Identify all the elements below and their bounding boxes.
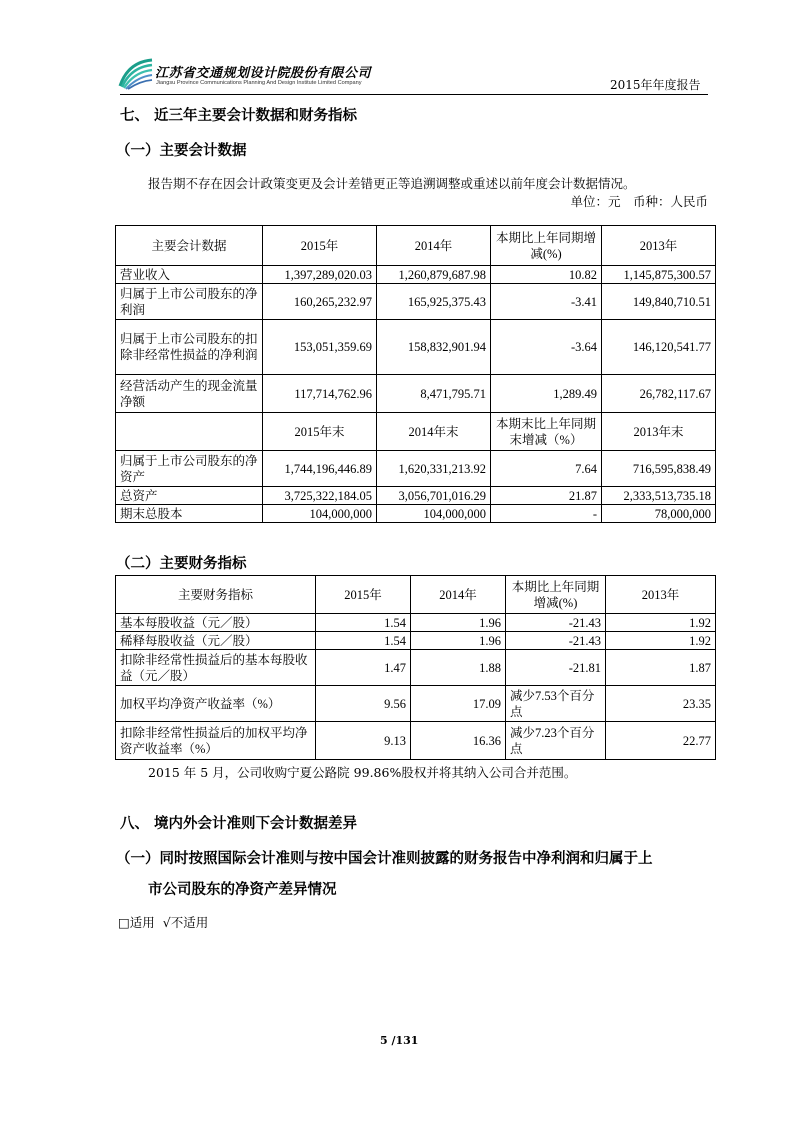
row-label: 基本每股收益（元／股） — [116, 614, 316, 632]
cell-change: 21.87 — [491, 487, 602, 505]
unit-label: 单位：元 币种：人民币 — [570, 194, 708, 209]
table-row — [116, 505, 716, 523]
cell-2013: 23.35 — [606, 686, 716, 722]
cell-2013: 2,333,513,735.18 — [602, 487, 716, 505]
col-header: 2014年 — [411, 576, 506, 614]
cell-2015: 9.13 — [316, 722, 411, 760]
cell-change: 减少7.23个百分点 — [506, 722, 606, 760]
accounting-data-table — [115, 225, 716, 523]
cell-2015: 117,714,762.96 — [263, 375, 377, 413]
section-8-sub1-line1: （一）同时按照国际会计准则与按中国会计准则披露的财务报告中净利润和归属于上 — [116, 850, 653, 867]
cell-2013: 22.77 — [606, 722, 716, 760]
table-header-row — [116, 226, 716, 266]
table-row — [116, 320, 716, 375]
table-row — [116, 487, 716, 505]
table-row — [116, 632, 716, 650]
col-header: 本期末比上年同期末增减（%） — [491, 413, 602, 451]
row-label: 归属于上市公司股东的净资产 — [116, 451, 263, 487]
row-label: 经营活动产生的现金流量净额 — [116, 375, 263, 413]
cell-2014: 8,471,795.71 — [377, 375, 491, 413]
cell-2013: 716,595,838.49 — [602, 451, 716, 487]
row-label: 扣除非经常性损益后的加权平均净资产收益率（%） — [116, 722, 316, 760]
table-row — [116, 686, 716, 722]
header-divider — [120, 94, 708, 95]
cell-change: -21.43 — [506, 614, 606, 632]
cell-2013: 149,840,710.51 — [602, 284, 716, 320]
table-row — [116, 266, 716, 284]
col-header: 本期比上年同期增减(%) — [506, 576, 606, 614]
cell-2015: 1.47 — [316, 650, 411, 686]
cell-2015: 104,000,000 — [263, 505, 377, 523]
row-label: 归属于上市公司股东的净利润 — [116, 284, 263, 320]
cell-2013: 1.87 — [606, 650, 716, 686]
col-header: 2013年 — [602, 226, 716, 266]
col-header: 2014年末 — [377, 413, 491, 451]
section-7-note: 报告期不存在因会计政策变更及会计差错更正等追溯调整或重述以前年度会计数据情况。 — [148, 176, 636, 191]
cell-change: 7.64 — [491, 451, 602, 487]
cell-2014: 17.09 — [411, 686, 506, 722]
cell-2014: 1,260,879,687.98 — [377, 266, 491, 284]
section-8-title: 八、 境内外会计准则下会计数据差异 — [120, 815, 358, 832]
option-not-applicable: √不适用 — [162, 915, 209, 930]
table-row — [116, 614, 716, 632]
row-label: 营业收入 — [116, 266, 263, 284]
section-7-sub2-title: （二）主要财务指标 — [116, 555, 247, 572]
cell-2015: 160,265,232.97 — [263, 284, 377, 320]
cell-2015: 1,744,196,446.89 — [263, 451, 377, 487]
cell-2014: 104,000,000 — [377, 505, 491, 523]
cell-2014: 1.88 — [411, 650, 506, 686]
cell-change: 1,289.49 — [491, 375, 602, 413]
company-name-cn: 江苏省交通规划设计院股份有限公司 — [155, 66, 372, 81]
cell-2013: 1,145,875,300.57 — [602, 266, 716, 284]
table-row — [116, 284, 716, 320]
company-name-en: Jiangsu Province Communications Planning And Design Institute Limited Company — [156, 80, 362, 86]
row-label: 扣除非经常性损益后的基本每股收益（元／股） — [116, 650, 316, 686]
cell-change: - — [491, 505, 602, 523]
row-label: 总资产 — [116, 487, 263, 505]
cell-2015: 1,397,289,020.03 — [263, 266, 377, 284]
cell-2015: 1.54 — [316, 614, 411, 632]
table-row — [116, 451, 716, 487]
cell-2014: 1.96 — [411, 632, 506, 650]
row-label: 归属于上市公司股东的扣除非经常性损益的净利润 — [116, 320, 263, 375]
col-header: 2015年 — [263, 226, 377, 266]
cell-2015: 3,725,322,184.05 — [263, 487, 377, 505]
col-header: 2015年 — [316, 576, 411, 614]
cell-2014: 3,056,701,016.29 — [377, 487, 491, 505]
col-header — [116, 413, 263, 451]
cell-change: -3.41 — [491, 284, 602, 320]
row-label: 加权平均净资产收益率（%） — [116, 686, 316, 722]
cell-2013: 146,120,541.77 — [602, 320, 716, 375]
footnote: 2015 年 5 月，公司收购宁夏公路院 99.86%股权并将其纳入公司合并范围。 — [148, 765, 577, 780]
cell-2013: 1.92 — [606, 632, 716, 650]
col-header: 2015年末 — [263, 413, 377, 451]
page-number: 5 /131 — [380, 1034, 419, 1047]
cell-change: -21.43 — [506, 632, 606, 650]
col-header: 主要会计数据 — [116, 226, 263, 266]
col-header: 2014年 — [377, 226, 491, 266]
col-header: 2013年 — [606, 576, 716, 614]
section-8-sub1-line2: 市公司股东的净资产差异情况 — [148, 881, 337, 898]
cell-change: 10.82 — [491, 266, 602, 284]
col-header: 本期比上年同期增减(%) — [491, 226, 602, 266]
cell-change: -3.64 — [491, 320, 602, 375]
row-label: 稀释每股收益（元／股） — [116, 632, 316, 650]
cell-change: 减少7.53个百分点 — [506, 686, 606, 722]
applicability-options — [118, 913, 208, 931]
report-title: 2015年年度报告 — [610, 78, 701, 92]
col-header: 主要财务指标 — [116, 576, 316, 614]
cell-2014: 158,832,901.94 — [377, 320, 491, 375]
cell-2015: 1.54 — [316, 632, 411, 650]
cell-2014: 1,620,331,213.92 — [377, 451, 491, 487]
section-7-title: 七、 近三年主要会计数据和财务指标 — [120, 107, 358, 124]
table-row — [116, 722, 716, 760]
cell-2013: 1.92 — [606, 614, 716, 632]
cell-2015: 153,051,359.69 — [263, 320, 377, 375]
financial-indicators-table — [115, 575, 716, 760]
table-row — [116, 650, 716, 686]
option-applicable: □适用 — [118, 915, 155, 930]
company-logo-icon — [118, 56, 154, 90]
section-7-sub1-title: （一）主要会计数据 — [116, 142, 247, 159]
cell-change: -21.81 — [506, 650, 606, 686]
cell-2014: 16.36 — [411, 722, 506, 760]
cell-2013: 26,782,117.67 — [602, 375, 716, 413]
table-subheader-row — [116, 413, 716, 451]
table-header-row — [116, 576, 716, 614]
row-label: 期末总股本 — [116, 505, 263, 523]
cell-2013: 78,000,000 — [602, 505, 716, 523]
cell-2015: 9.56 — [316, 686, 411, 722]
table-row — [116, 375, 716, 413]
cell-2014: 165,925,375.43 — [377, 284, 491, 320]
col-header: 2013年末 — [602, 413, 716, 451]
cell-2014: 1.96 — [411, 614, 506, 632]
